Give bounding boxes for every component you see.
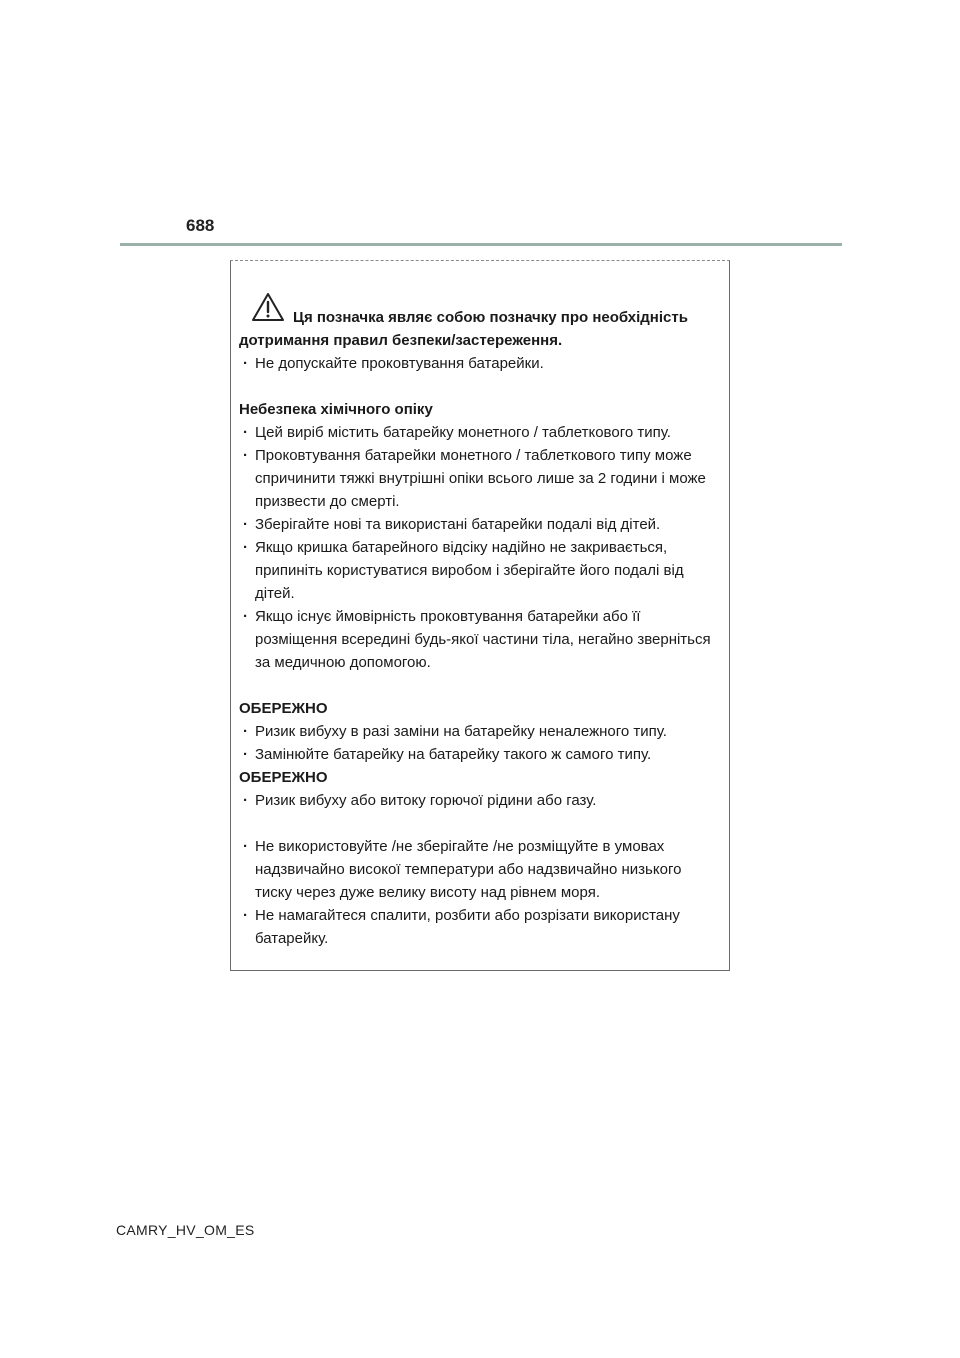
list-item: · Зберігайте нові та використані батарейки подалі від дітей. <box>239 513 719 536</box>
list-item: · Проковтування батарейки монетного / таблеткового типу може спричинити тяжкі внутрішні опіки всього лише за 2 години і може призвести до смерті. <box>239 444 719 513</box>
list-item: · Не намагайтеся спалити, розбити або розрізати використану батарейку. <box>239 904 719 950</box>
caution-heading: ОБЕРЕЖНО <box>239 769 328 786</box>
warning-intro: Ця позначка являє собою позначку про необхідність дотримання правил безпеки/застереження. <box>239 309 688 349</box>
list-item: · Замінюйте батарейку на батарейку такого ж самого типу. <box>239 743 719 766</box>
list-item: · Не використовуйте /не зберігайте /не розміщуйте в умовах надзвичайно високої температури або надзвичайно низького тиску через дуже велику висоту над рівнем моря. <box>239 835 719 904</box>
list-item: · Якщо існує ймовірність проковтування батарейки або її розміщення всередині будь-якої частини тіла, негайно зверніться за медичною допомогою. <box>239 605 719 674</box>
warning-text <box>239 306 719 950</box>
list-item: · Ризик вибуху в разі заміни на батарейку неналежного типу. <box>239 720 719 743</box>
list-item: · Якщо кришка батарейного відсіку надійно не закривається, припиніть користуватися виробом і зберігайте його подалі від дітей. <box>239 536 719 605</box>
list-item: · Цей виріб містить батарейку монетного / таблеткового типу. <box>239 421 719 444</box>
page-number: 688 <box>186 216 215 235</box>
intro-item: · Не допускайте проковтування батарейки. <box>239 352 719 375</box>
chemical-heading: Небезпека хімічного опіку <box>239 401 433 418</box>
document-code: CAMRY_HV_OM_ES <box>116 1222 255 1238</box>
header-rule <box>120 243 842 246</box>
caution-heading: ОБЕРЕЖНО <box>239 700 328 717</box>
list-item: · Ризик вибуху або витоку горючої рідини або газу. <box>239 789 719 812</box>
